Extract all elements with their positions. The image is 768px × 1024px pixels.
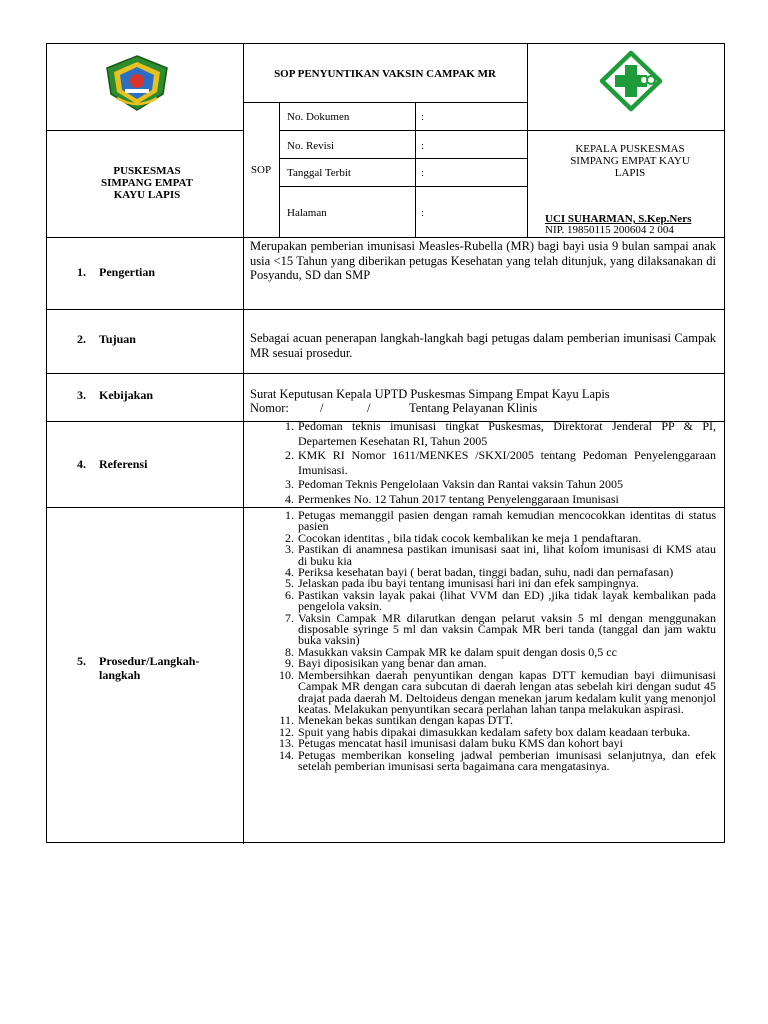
health-cross-icon [598,50,664,112]
head-nip: NIP. 19850115 200604 2 004 [545,224,674,236]
section-title: Referensi [99,457,148,471]
head-name: UCI SUHARMAN, S.Kep.Ners [545,213,692,225]
field-no-revisi-value: : [421,140,425,152]
referensi-list [250,419,716,506]
tujuan-text: Sebagai acuan penerapan langkah-langkah bagi petugas dalam pemberian imunisasi Campak MR sesuai prosedur. [250,331,716,360]
field-no-dokumen-label: No. Dokumen [287,111,350,123]
section-number: 2. [77,332,86,346]
section-label-pengertian [77,265,155,279]
list-item: 14. Petugas memberikan konseling jadwal pemberian imunisasi selanjutnya, dan efek setelah pemberian imunisasi serta bagaimana cara mengatasinya. [279,747,716,773]
list-item: 3. Pastikan di anamnesa pastikan imunisasi saat ini, lihat kolom imunisasi di KMS atau di buku kia [285,542,716,568]
list-item: 6. Pastikan vaksin layak pakai (lihat VVM dan ED) ,jika tidak layak kembalikan pada pengelola vaksin. [285,587,716,614]
document-title: SOP PENYUNTIKAN VAKSIN CAMPAK MR [274,68,496,80]
section-label-kebijakan [77,388,153,402]
kebijakan-line: Surat Keputusan Kepala UPTD Puskesmas Simpang Empat Kayu Lapis [250,387,610,401]
list-item: 11. Menekan bekas suntikan dengan kapas DTT. [279,713,514,728]
section-number: 5. [77,654,86,668]
list-item: 1. Petugas memanggil pasien dengan ramah kemudian mencocokkan identitas di status pasien [285,508,716,534]
head-title: KEPALA PUSKESMAS SIMPANG EMPAT KAYU LAPIS [570,143,690,179]
list-item: 2. Cocokan identitas , bila tidak cocok kembalikan ke meja 1 pendaftaran. [285,530,642,545]
section-title: Tujuan [99,332,136,346]
section-label-referensi [77,457,147,471]
section-label-prosedur [77,654,219,682]
list-item: 12. Spuit yang habis dipakai dimasukkan kedalam safety box dalam keadaan terbuka. [279,724,691,739]
section-title: Pengertian [99,265,155,279]
list-item: 8. Masukkan vaksin Campak MR ke dalam spuit dengan dosis 0,5 cc [285,644,617,659]
section-number: 3. [77,388,86,402]
list-item: 13. Petugas mencatat hasil imunisasi dalam buku KMS dan kohort bayi [279,736,623,751]
list-item: 4. Periksa kesehatan bayi ( berat badan, tinggi badan, suhu, nadi dan pernafasan) [285,565,674,580]
list-item: 9. Bayi diposisikan yang benar dan aman. [285,656,487,671]
field-halaman-value: : [421,207,425,219]
org-name: PUSKESMAS SIMPANG EMPAT KAYU LAPIS [101,165,193,201]
list-item: 7. Vaksin Campak MR dilarutkan dengan pelarut vaksin 5 ml dengan menggunakan disposable syringe 5 ml dan vaksin Campak MR beri tanda (tanggal dan jam waktu buka vaksin) [285,610,716,648]
field-halaman-label: Halaman [287,207,327,219]
regency-emblem-icon [103,54,171,112]
pengertian-text: Merupakan pemberian imunisasi Measles-Rubella (MR) bagi bayi usia 9 bulan sampai anak usia <15 Tahun yang diberikan petugas Kesehatan yang telah ditunjuk, yang dilaksanakan di Posyandu, SD dan SMP [250,239,716,282]
sop-label: SOP [250,164,272,176]
sop-document [46,43,725,843]
section-title: Prosedur/Langkah-langkah [99,654,200,682]
field-no-revisi-label: No. Revisi [287,140,335,152]
prosedur-list [250,510,716,772]
list-item: 5. Jelaskan pada ibu bayi tentang imunisasi hari ini dan efek sampingnya. [285,576,639,591]
section-number: 4. [77,457,86,471]
kebijakan-tentang: Tentang Pelayanan Klinis [409,401,538,415]
list-item: 3. Pedoman Teknis Pengelolaan Vaksin dan Rantai vaksin Tahun 2005 [285,477,623,491]
field-tanggal-terbit-label: Tanggal Terbit [287,167,351,179]
kebijakan-slash: / [320,401,324,415]
list-item: 1. Pedoman teknis imunisasi tingkat Puskesmas, Direktorat Jenderal PP & PI, Departemen Kesehatan RI, Tahun 2005 [285,419,716,448]
list-item: 2. KMK RI Nomor 1611/MENKES /SKXI/2005 tentang Pedoman Penyelenggaraan Imunisasi. [285,448,716,477]
section-title: Kebijakan [99,388,154,402]
list-item: 10. Membersihkan daerah penyuntikan dengan kapas DTT kemudian bayi diimunisasi Campak MR dengan cara subcutan di daerah lengan atas sebelah kiri dengan sudut 45 drajat pada daerah M. Deltoideus dengan menekan jarum kedalam kulit yang menonjol keatas. Melakukan penyuntikan secara perlahan lahan tanpa melakukan aspirasi. [279,667,716,716]
kebijakan-nomor: Nomor: [250,401,289,415]
section-label-tujuan [77,332,136,346]
field-no-dokumen-value: : [421,111,425,123]
field-tanggal-terbit-value: : [421,167,425,179]
section-number: 1. [77,265,86,279]
list-item: 4. Permenkes No. 12 Tahun 2017 tentang Penyelenggaraan Imunisasi [285,491,619,506]
kebijakan-slash: / [367,401,371,415]
